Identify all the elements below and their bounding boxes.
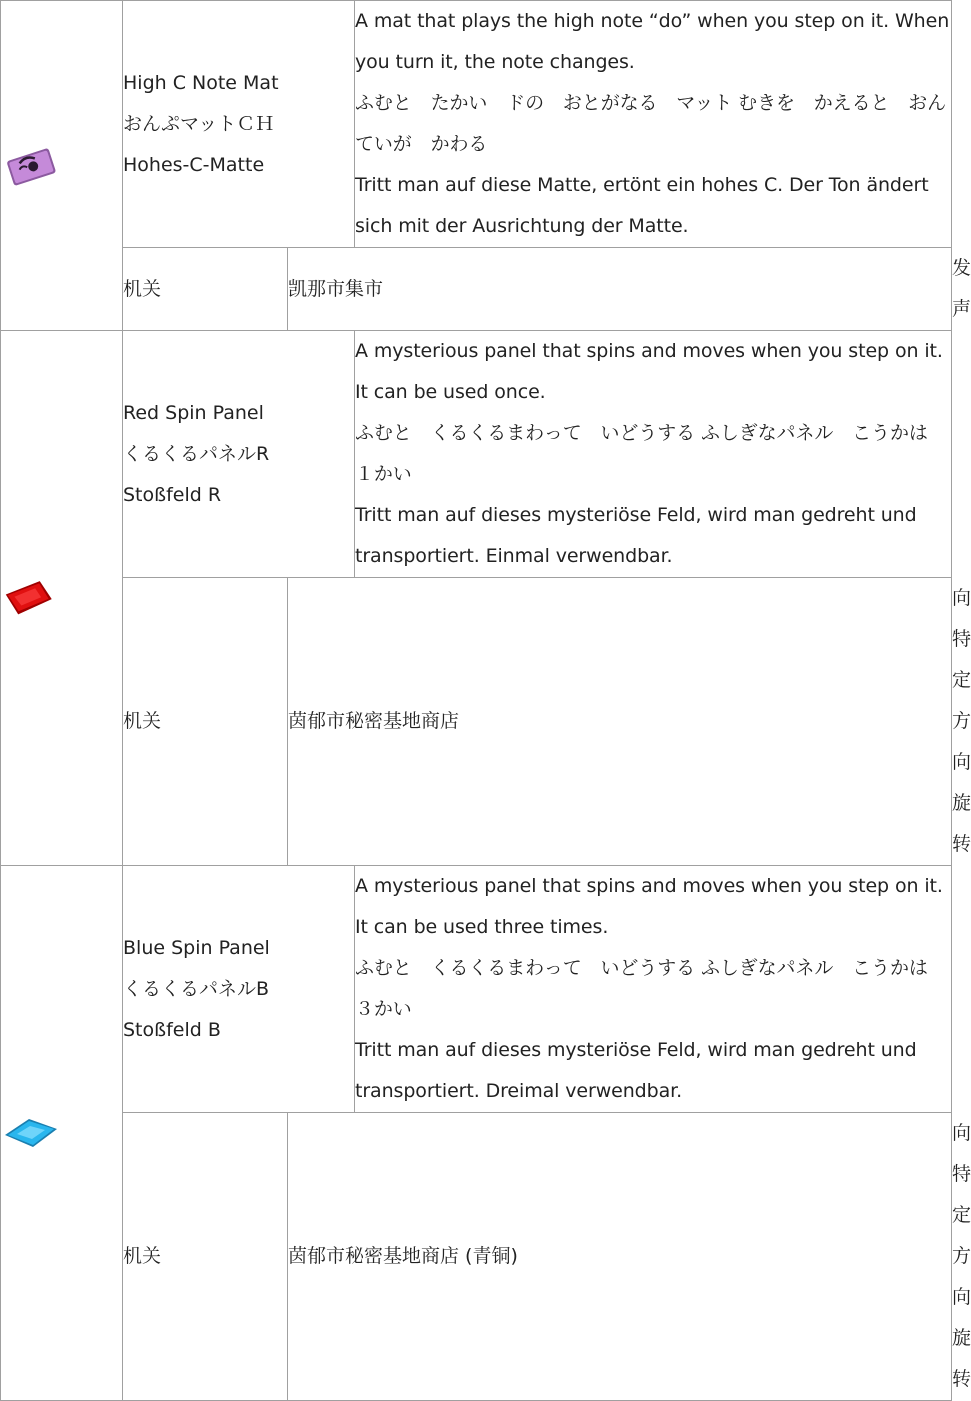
- item-name-en: Red Spin Panel: [123, 401, 264, 424]
- description-de: Tritt man auf dieses mysteriöse Feld, wird man gedreht und transportiert. Einmal verwendbar.: [355, 504, 917, 567]
- item-name-cell: [123, 1, 355, 248]
- note-mat-icon: [3, 144, 59, 188]
- description-de: Tritt man auf diese Matte, ertönt ein hohes C. Der Ton ändert sich mit der Ausrichtung der Matte.: [355, 174, 929, 237]
- item-name-ja: くるくるパネルB: [123, 977, 270, 1000]
- red-spin-panel-icon: [3, 578, 53, 618]
- item-icon-cell: [1, 331, 123, 866]
- description-en: A mysterious panel that spins and moves when you step on it. It can be used once.: [355, 340, 943, 403]
- item-row: [1, 331, 952, 578]
- item-name-en: High C Note Mat: [123, 71, 279, 94]
- item-location: 茵郁市秘密基地商店 (青铜): [288, 1113, 952, 1401]
- item-description-cell: [355, 331, 952, 578]
- description-ja: ふむと たかい ドの おとがなる マット むきを かえると おんていが かわる: [355, 92, 947, 155]
- item-meta-row: 机关 茵郁市秘密基地商店 (青铜) 向特定方向旋转: [1, 1113, 952, 1401]
- item-name-ja: おんぷマットＣＨ: [123, 112, 275, 135]
- item-name-de: Stoßfeld B: [123, 1018, 221, 1041]
- item-row: [1, 866, 952, 1113]
- description-de: Tritt man auf dieses mysteriöse Feld, wird man gedreht und transportiert. Dreimal verwendbar.: [355, 1039, 917, 1102]
- item-category: 机关: [123, 578, 288, 866]
- item-name-cell: [123, 866, 355, 1113]
- item-description-cell: [355, 866, 952, 1113]
- item-location: 茵郁市秘密基地商店: [288, 578, 952, 866]
- item-icon-cell: [1, 866, 123, 1401]
- description-ja: ふむと くるくるまわって いどうする ふしぎなパネル こうかは ３かい: [355, 957, 947, 1020]
- blue-spin-panel-icon: [3, 1111, 59, 1155]
- item-row: [1, 1, 952, 248]
- item-name-en: Blue Spin Panel: [123, 936, 270, 959]
- item-location: 凯那市集市: [288, 248, 952, 331]
- item-meta-row: 机关 凯那市集市 发声: [1, 248, 952, 331]
- item-category: 机关: [123, 1113, 288, 1401]
- item-category: 机关: [123, 248, 288, 331]
- item-icon-cell: [1, 1, 123, 331]
- description-ja: ふむと くるくるまわって いどうする ふしぎなパネル こうかは １かい: [355, 422, 947, 485]
- item-name-de: Stoßfeld R: [123, 483, 222, 506]
- item-meta-row: 机关 茵郁市秘密基地商店 向特定方向旋转: [1, 578, 952, 866]
- item-description-cell: [355, 1, 952, 248]
- item-name-ja: くるくるパネルR: [123, 442, 270, 465]
- description-en: A mysterious panel that spins and moves when you step on it. It can be used three times.: [355, 875, 943, 938]
- description-en: A mat that plays the high note “do” when you step on it. When you turn it, the note changes.: [355, 10, 950, 73]
- item-name-cell: [123, 331, 355, 578]
- item-name-de: Hohes-C-Matte: [123, 153, 265, 176]
